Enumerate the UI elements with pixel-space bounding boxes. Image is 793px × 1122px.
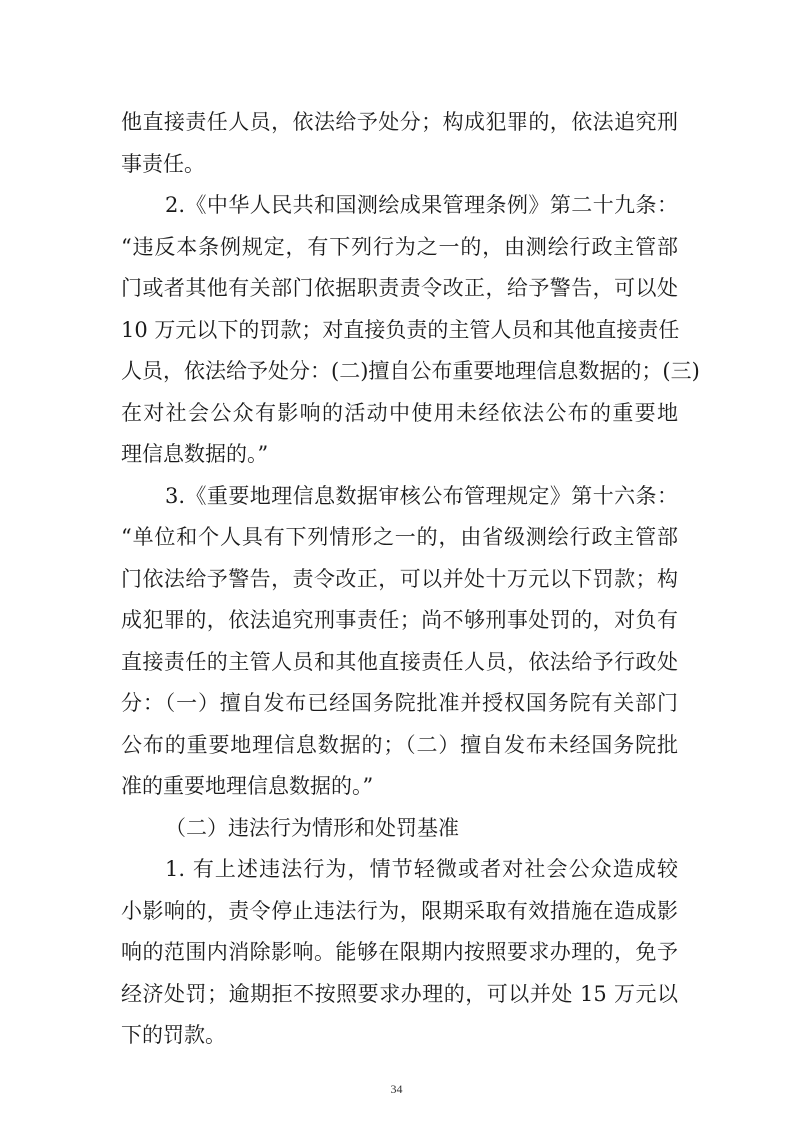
text-line: 经济处罚；逾期拒不按照要求办理的，可以并处 15 万元以 [121,981,678,1006]
text-line: 门依法给予警告，责令改正，可以并处十万元以下罚款；构 [121,566,678,591]
section-heading: （二）违法行为情形和处罚基准 [165,815,459,840]
text-line: “单位和个人具有下列情形之一的，由省级测绘行政主管部 [121,525,678,549]
text-line: 2.《中华人民共和国测绘成果管理条例》第二十九条： [165,193,678,217]
text-line: 3.《重要地理信息数据审核公布管理规定》第十六条： [165,483,678,508]
text-line: 1. 有上述违法行为，情节轻微或者对社会公众造成较 [165,857,678,881]
text-line: 10 万元以下的罚款；对直接负责的主管人员和其他直接责任 [121,317,680,342]
text-line: 事责任。 [121,151,205,176]
text-line: 分：（一）擅自发布已经国务院批准并授权国务院有关部门 [121,691,678,715]
page-number: 34 [390,1082,403,1096]
text-line: 小影响的，责令停止违法行为，限期采取有效措施在造成影 [121,898,678,923]
text-line: 准的重要地理信息数据的。” [121,774,374,798]
text-line: 门或者其他有关部门依据职责责令改正，给予警告，可以处 [121,276,678,300]
text-line: 公布的重要地理信息数据的；（二）擅自发布未经国务院批 [121,732,678,757]
text-line: 下的罚款。 [121,1023,226,1047]
text-line: 人员，依法给予处分：(二)擅自公布重要地理信息数据的；(三) [121,359,700,383]
text-line: “违反本条例规定，有下列行为之一的，由测绘行政主管部 [121,234,678,259]
text-line: 直接责任的主管人员和其他直接责任人员，依法给予行政处 [121,649,678,674]
text-line: 理信息数据的。” [121,442,269,466]
text-line: 他直接责任人员，依法给予处分；构成犯罪的，依法追究刑 [121,110,678,134]
text-line: 响的范围内消除影响。能够在限期内按照要求办理的，免予 [121,940,678,964]
document-body [121,102,700,1057]
text-line: 在对社会公众有影响的活动中使用未经依法公布的重要地 [121,400,678,425]
text-line: 成犯罪的，依法追究刑事责任；尚不够刑事处罚的，对负有 [121,608,678,632]
